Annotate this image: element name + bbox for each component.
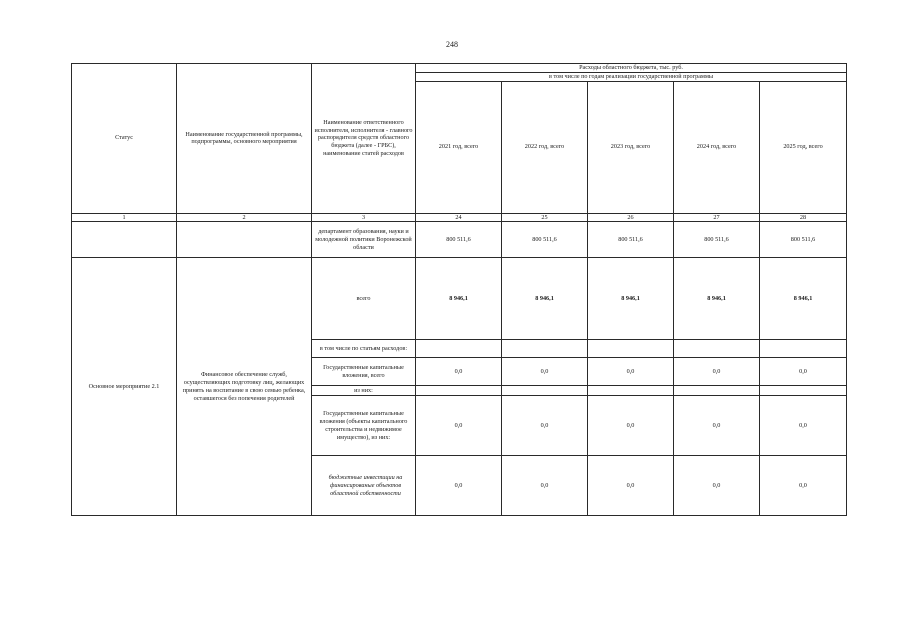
value-cell-2025: 0,0: [760, 456, 847, 516]
table-row-main-activity: [72, 258, 847, 340]
header-year-2025: 2025 год, всего: [760, 81, 847, 213]
status-cell: Основное мероприятие 2.1: [72, 258, 177, 516]
value-cell-2021: 0,0: [416, 456, 502, 516]
value-cell-2022: 8 946,1: [502, 258, 588, 340]
header-year-2024: 2024 год, всего: [674, 81, 760, 213]
header-year-2021: 2021 год, всего: [416, 81, 502, 213]
value-cell-2021: [416, 386, 502, 396]
value-cell-2025: [760, 340, 847, 358]
table-row-department: [72, 222, 847, 258]
value-cell-2021: 0,0: [416, 396, 502, 456]
value-cell-2023: 8 946,1: [588, 258, 674, 340]
header-program-name: Наименование государственной программы, подпрограммы, основного мероприятия: [177, 64, 312, 214]
header-status: Статус: [72, 64, 177, 214]
value-cell-2024: [674, 340, 760, 358]
header-row-expenses: [72, 64, 847, 73]
header-executor: Наименование ответственного исполнителя, исполнителя - главного распорядителя средств областного бюджета (далее - ГРБС), наименование статей расходов: [312, 64, 416, 214]
header-expenses-title: Расходы областного бюджета, тыс. руб.: [416, 64, 847, 73]
value-cell-2021: [416, 340, 502, 358]
executor-cell: Государственные капитальные вложения (объекты капитального строительства и недвижимое имущество), из них:: [312, 396, 416, 456]
value-cell-2024: 0,0: [674, 358, 760, 386]
value-cell-2024: 0,0: [674, 456, 760, 516]
column-number-row: [72, 213, 847, 222]
value-cell-2023: [588, 340, 674, 358]
value-cell-2021: 0,0: [416, 358, 502, 386]
status-cell: [72, 222, 177, 258]
value-cell-2024: 0,0: [674, 396, 760, 456]
column-number: 25: [502, 213, 588, 222]
name-cell: Финансовое обеспечение служб, осуществляющих подготовку лиц, желающих принять на воспитание в свою семью ребенка, оставшегося без попечения родителей: [177, 258, 312, 516]
value-cell-2022: [502, 386, 588, 396]
value-cell-2022: [502, 340, 588, 358]
column-number: 2: [177, 213, 312, 222]
value-cell-2023: 800 511,6: [588, 222, 674, 258]
value-cell-2023: 0,0: [588, 456, 674, 516]
value-cell-2023: 0,0: [588, 358, 674, 386]
value-cell-2021: 8 946,1: [416, 258, 502, 340]
value-cell-2022: 0,0: [502, 456, 588, 516]
column-number: 28: [760, 213, 847, 222]
column-number: 1: [72, 213, 177, 222]
header-year-2023: 2023 год, всего: [588, 81, 674, 213]
budget-table: [71, 63, 847, 516]
value-cell-2025: 0,0: [760, 358, 847, 386]
column-number: 24: [416, 213, 502, 222]
value-cell-2022: 800 511,6: [502, 222, 588, 258]
header-years-title: в том числе по годам реализации государственной программы: [416, 72, 847, 81]
value-cell-2025: 8 946,1: [760, 258, 847, 340]
value-cell-2022: 0,0: [502, 358, 588, 386]
column-number: 26: [588, 213, 674, 222]
column-number: 27: [674, 213, 760, 222]
executor-cell: всего: [312, 258, 416, 340]
executor-cell: из них:: [312, 386, 416, 396]
page-number: 248: [446, 40, 458, 49]
value-cell-2024: 8 946,1: [674, 258, 760, 340]
value-cell-2025: 800 511,6: [760, 222, 847, 258]
header-year-2022: 2022 год, всего: [502, 81, 588, 213]
value-cell-2024: [674, 386, 760, 396]
executor-cell: в том числе по статьям расходов:: [312, 340, 416, 358]
value-cell-2025: [760, 386, 847, 396]
value-cell-2024: 800 511,6: [674, 222, 760, 258]
column-number: 3: [312, 213, 416, 222]
value-cell-2023: [588, 386, 674, 396]
name-cell: [177, 222, 312, 258]
value-cell-2025: 0,0: [760, 396, 847, 456]
executor-cell: Государственные капитальные вложения, всего: [312, 358, 416, 386]
executor-cell: департамент образования, науки и молодежной политики Воронежской области: [312, 222, 416, 258]
value-cell-2021: 800 511,6: [416, 222, 502, 258]
value-cell-2022: 0,0: [502, 396, 588, 456]
value-cell-2023: 0,0: [588, 396, 674, 456]
executor-cell: бюджетные инвестиции на финансированые объектов областной собственности: [312, 456, 416, 516]
